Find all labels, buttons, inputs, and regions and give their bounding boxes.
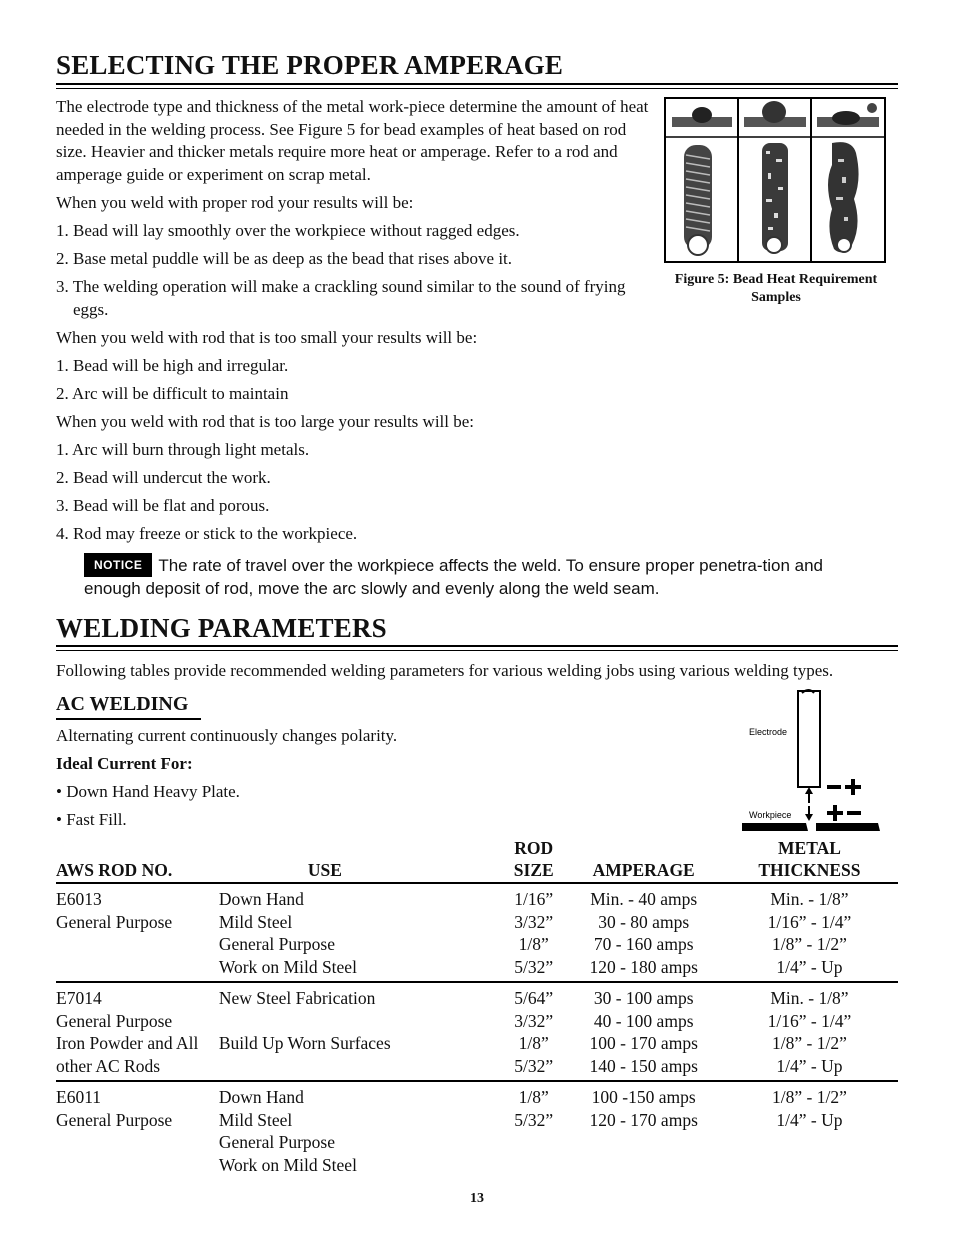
large-item-1: 1. Arc will burn through light metals. xyxy=(56,440,310,459)
use-cell: Down Hand Mild Steel General Purpose Work on Mild Steel xyxy=(218,1087,357,1175)
title-rule xyxy=(56,645,898,647)
ac-polarity-diagram xyxy=(740,685,890,835)
header-amperage: AMPERAGE xyxy=(567,837,721,883)
bead-heat-figure xyxy=(664,97,886,263)
amperage-intro: The electrode type and thickness of the metal work-piece determine the amount of heat needed in the welding process. See Figure 5 for bead examples of heat based on rod size. Heavier and thicker metals require more heat or amperage. Refer to a rod and amperage guide or experiment on scrap metal. xyxy=(56,97,649,184)
title-rule-thin xyxy=(56,650,898,651)
table-row xyxy=(56,883,898,982)
ideal-item-2: • Fast Fill. xyxy=(56,810,127,829)
use-cell: Down Hand Mild Steel General Purpose Work on Mild Steel xyxy=(219,883,501,982)
table-row xyxy=(56,1081,898,1176)
bead-samples-illustration xyxy=(666,99,884,261)
section-title-amperage: SELECTING THE PROPER AMPERAGE xyxy=(56,50,564,80)
large-item-3: 3. Bead will be flat and porous. xyxy=(56,496,270,515)
header-aws-rod-no: AWS ROD NO. xyxy=(56,837,219,883)
large-rod-lead: When you weld with rod that is too large your results will be: xyxy=(56,412,475,431)
header-metal-line1: METAL xyxy=(778,838,841,858)
amperage-cell: Min. - 40 amps 30 - 80 amps 70 - 160 amps 120 - 180 amps xyxy=(567,883,721,982)
rod-size-cell: 5/64” 3/32” 1/8” 5/32” xyxy=(501,982,567,1081)
header-use: USE xyxy=(219,837,501,883)
proper-item-1: 1. Bead will lay smoothly over the workpiece without ragged edges. xyxy=(56,221,520,240)
amperage-cell: 30 - 100 amps 40 - 100 amps 100 - 170 amps 140 - 150 amps xyxy=(567,982,721,1081)
electrode-workpiece-illustration xyxy=(740,685,890,835)
table-header-row xyxy=(56,837,898,883)
aws-cell: E7014 General Purpose Iron Powder and All other AC Rods xyxy=(56,982,219,1081)
small-rod-lead: When you weld with rod that is too small your results will be: xyxy=(56,328,478,347)
electrode-label: Electrode xyxy=(749,727,788,737)
proper-rod-lead: When you weld with proper rod your results will be: xyxy=(56,193,414,212)
welding-params-intro: Following tables provide recommended welding parameters for various welding jobs using various welding types. xyxy=(56,661,834,680)
title-rule xyxy=(56,83,898,85)
header-metal-line2: THICKNESS xyxy=(758,860,861,880)
metal-thickness-cell: 1/8” - 1/2” 1/4” - Up xyxy=(772,1087,847,1130)
metal-thickness-cell: Min. - 1/8” 1/16” - 1/4” 1/8” - 1/2” 1/4” - Up xyxy=(721,982,898,1081)
workpiece-label: Workpiece xyxy=(749,810,792,820)
small-item-2: 2. Arc will be difficult to maintain xyxy=(56,384,289,403)
ac-description: Alternating current continuously changes polarity. xyxy=(56,726,398,745)
proper-item-3: 3. The welding operation will make a crackling sound similar to the sound of frying eggs. xyxy=(56,277,626,319)
header-rod-line2: SIZE xyxy=(513,860,554,880)
notice-badge: NOTICE xyxy=(84,553,152,577)
ac-welding-underline xyxy=(56,718,201,720)
metal-thickness-cell: Min. - 1/8” 1/16” - 1/4” 1/8” - 1/2” 1/4” - Up xyxy=(721,883,898,982)
large-item-4: 4. Rod may freeze or stick to the workpiece. xyxy=(56,524,358,543)
table-row xyxy=(56,982,898,1081)
rod-size-cell: 1/8” 5/32” xyxy=(514,1087,554,1130)
ideal-current-label: Ideal Current For: xyxy=(56,754,193,773)
title-rule-thin xyxy=(56,88,898,89)
rod-size-cell: 1/16” 3/32” 1/8” 5/32” xyxy=(501,883,567,982)
proper-item-2: 2. Base metal puddle will be as deep as the bead that rises above it. xyxy=(56,249,513,268)
header-rod-size xyxy=(501,837,567,883)
header-rod-line1: ROD xyxy=(514,838,554,858)
notice-text: The rate of travel over the workpiece affects the weld. To ensure proper penetra-tion and enough deposit of rod, move the arc slowly and evenly along the weld seam. xyxy=(84,556,823,598)
page-number: 13 xyxy=(470,1191,484,1206)
ac-welding-heading: AC WELDING xyxy=(56,693,189,715)
figure-caption: Figure 5: Bead Heat Requirement Samples xyxy=(674,272,878,305)
section-title-welding-parameters: WELDING PARAMETERS xyxy=(56,613,387,643)
use-cell: New Steel Fabrication Build Up Worn Surfaces xyxy=(219,982,501,1081)
large-item-2: 2. Bead will undercut the work. xyxy=(56,468,271,487)
aws-cell: E6013 General Purpose xyxy=(56,883,219,982)
header-metal-thickness xyxy=(721,837,898,883)
small-item-1: 1. Bead will be high and irregular. xyxy=(56,356,289,375)
aws-cell: E6011 General Purpose xyxy=(56,1087,173,1130)
ideal-item-1: • Down Hand Heavy Plate. xyxy=(56,782,240,801)
ac-welding-parameters-table xyxy=(56,837,898,1176)
amperage-cell: 100 -150 amps 120 - 170 amps xyxy=(589,1087,698,1130)
notice-block xyxy=(84,553,884,600)
